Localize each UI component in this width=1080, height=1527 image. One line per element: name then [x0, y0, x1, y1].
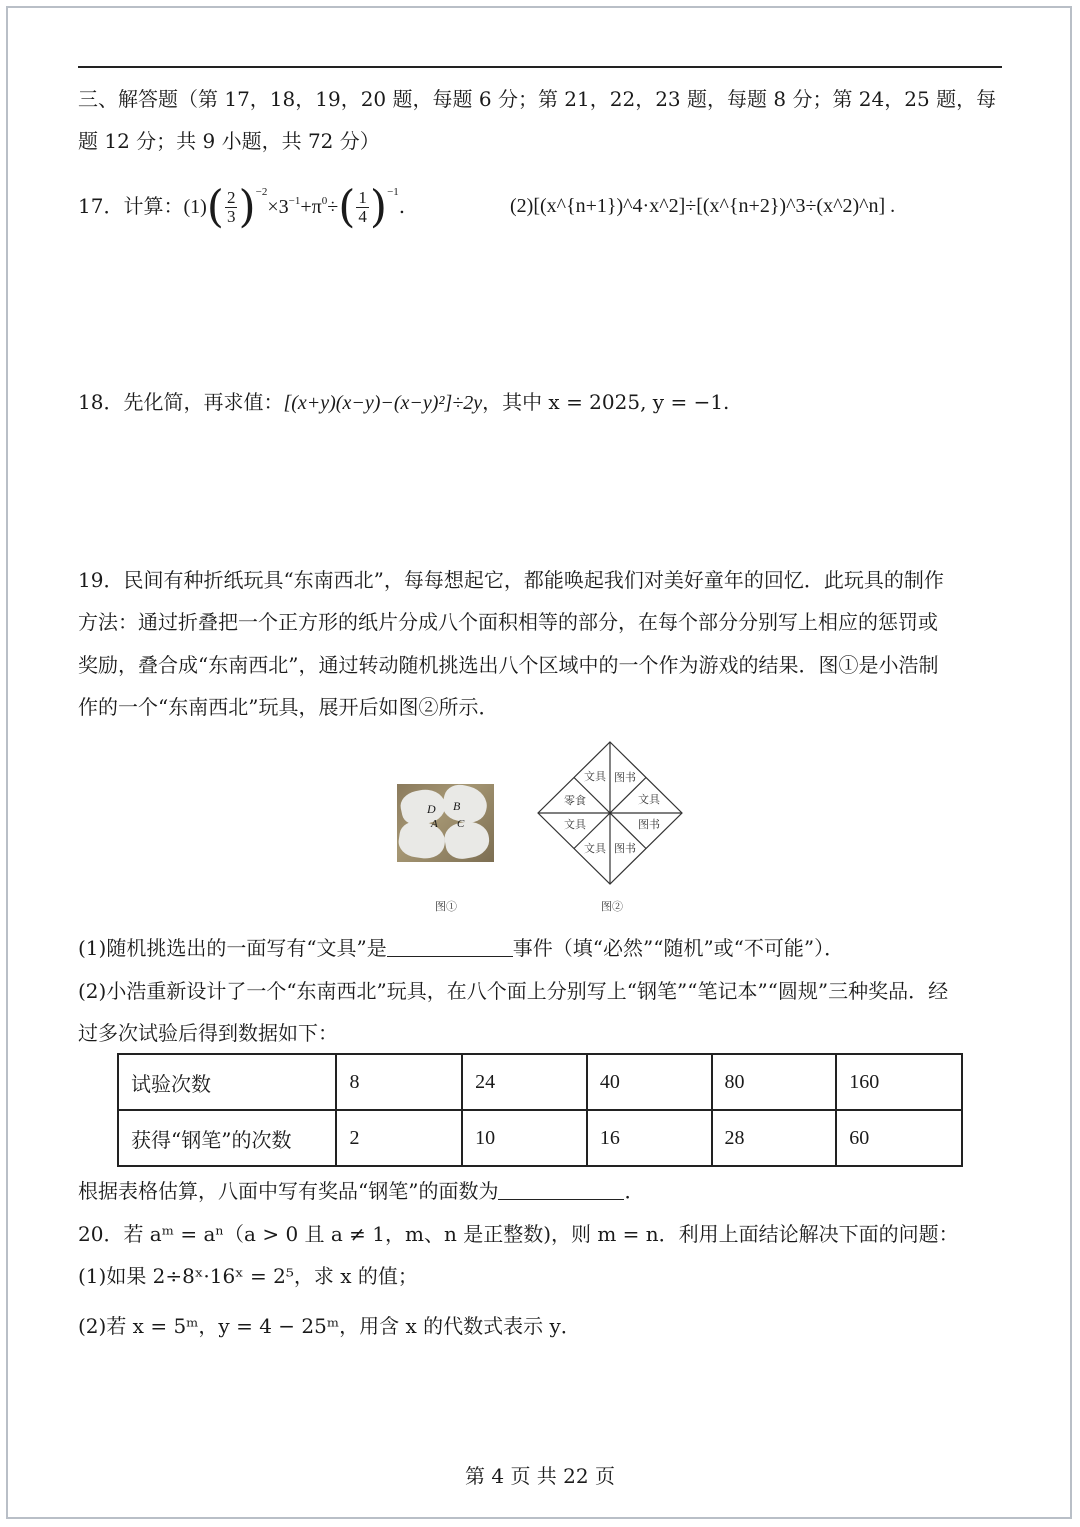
q18-condition: ，其中 x = 2025, y = −1. — [482, 390, 730, 414]
question-17: 17．计算：(1)( $\frac{2}{3}$ )$^{-2}\times 3^{-1}+\pi^0\div$( $\frac{1}{4}$ )$^{-1}$. — [78, 181, 406, 233]
table-cell: 160 — [836, 1054, 962, 1110]
fig1-caption: 图① — [435, 900, 457, 913]
q19-line-2: 方法：通过折叠把一个正方形的纸片分成八个面积相等的部分，在每个部分分别写上相应的惩罚或 — [78, 610, 938, 634]
q17-label: 17．计算： — [78, 194, 184, 218]
cell-top-left: 文具 — [584, 770, 606, 783]
page-number: 第 4 页 共 22 页 — [465, 1464, 615, 1488]
q17-fraction-1: $\frac{2}{3}$ — [226, 188, 236, 226]
q18-expression: [(x+y)(x−y)−(x−y)²]÷2y — [283, 392, 483, 414]
table-cell: 8 — [336, 1054, 462, 1110]
table-cell: 40 — [587, 1054, 712, 1110]
q17-fraction-2: $\frac{1}{4}$ — [358, 188, 367, 226]
fig2-caption: 图② — [601, 900, 623, 913]
table-cell: 80 — [712, 1054, 837, 1110]
q17-part1: (1) — [183, 196, 207, 218]
trial-data-table — [117, 1053, 963, 1167]
table-cell: 24 — [462, 1054, 587, 1110]
answer-blank-2[interactable] — [498, 1179, 624, 1200]
cell-bottom-right: 图书 — [614, 842, 636, 855]
cell-left-upper: 零食 — [564, 794, 586, 807]
q19-estimate: 根据表格估算，八面中写有奖品“钢笔”的面数为 ． — [78, 1179, 645, 1203]
q19-line-4: 作的一个“东南西北”玩具，展开后如图②所示． — [78, 695, 499, 719]
header-rule — [78, 66, 1002, 68]
q19-sub2-line-2: 过多次试验后得到数据如下： — [78, 1021, 338, 1045]
q17-part2: (2)[(x^{n+1})^4·x^2]÷[(x^{n+2})^3÷(x^2)^n] . — [510, 195, 896, 217]
table-cell: 16 — [587, 1110, 712, 1166]
question-18 — [78, 388, 729, 417]
q19-sub2-line-1: (2)小浩重新设计了一个“东南西北”玩具，在八个面上分别写上“钢笔”“笔记本”“圆规”三种奖品．经 — [78, 979, 949, 1003]
q19-line-3: 奖励，叠合成“东南西北”，通过转动随机挑选出八个区域中的一个作为游戏的结果．图①是小浩制 — [78, 653, 939, 677]
cell-right-upper: 文具 — [638, 793, 660, 806]
table-cell: 试验次数 — [118, 1054, 336, 1110]
section-heading: 三、解答题（第 17，18，19，20 题，每题 6 分；第 21，22，23 题，每题 8 分；第 24，25 题，每 — [78, 87, 997, 111]
q20-intro: 20．若 aᵐ = aⁿ（a > 0 且 a ≠ 1，m、n 是正整数)，则 m = n．利用上面结论解决下面的问题： — [78, 1222, 959, 1246]
table-row — [118, 1054, 962, 1110]
table-cell: 60 — [836, 1110, 962, 1166]
q19-sub1: (1)随机挑选出的一面写有“文具”是 事件（填“必然”“随机”或“不可能”）． — [78, 936, 845, 960]
table-row — [118, 1110, 962, 1166]
q20-sub1: (1)如果 2÷8ˣ·16ˣ = 2⁵，求 x 的值； — [78, 1264, 418, 1288]
table-cell: 10 — [462, 1110, 587, 1166]
table-cell: 获得“钢笔”的次数 — [118, 1110, 336, 1166]
table-cell: 28 — [712, 1110, 837, 1166]
cell-top-right: 图书 — [614, 771, 636, 784]
q19-line-1: 19．民间有种折纸玩具“东南西北”，每每想起它，都能唤起我们对美好童年的回忆．此玩具的制作 — [78, 568, 944, 592]
answer-blank-1[interactable] — [387, 936, 513, 957]
q20-sub2: (2)若 x = 5ᵐ，y = 4 − 25ᵐ，用含 x 的代数式表示 y． — [78, 1314, 581, 1338]
cell-bottom-left: 文具 — [584, 842, 606, 855]
section-heading-cont: 题 12 分；共 9 小题，共 72 分） — [78, 129, 380, 153]
cell-left-lower: 文具 — [564, 818, 586, 831]
q18-label: 18．先化简，再求值： — [78, 390, 284, 414]
fortune-teller-photo: D B A C — [397, 784, 494, 862]
table-cell: 2 — [336, 1110, 462, 1166]
unfolded-diagram — [536, 740, 684, 886]
cell-right-lower: 图书 — [638, 818, 660, 831]
